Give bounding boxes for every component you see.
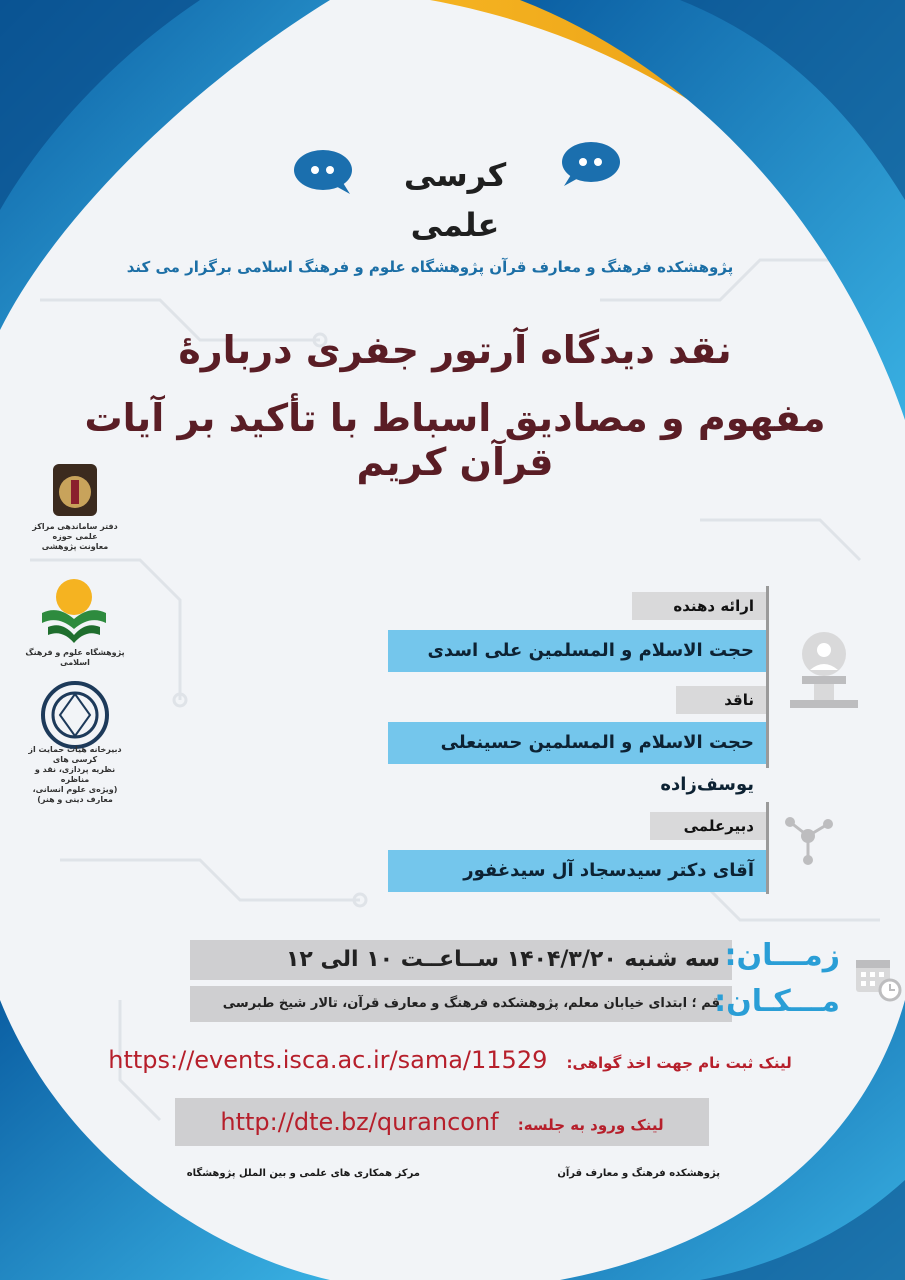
- isca-logo-icon: [38, 575, 110, 645]
- main-title-line1: نقد دیدگاه آرتور جفری دربارهٔ: [178, 328, 732, 372]
- place-label: مـــکـان:: [714, 984, 840, 1019]
- kursi-logo-icon: [40, 680, 110, 750]
- isca-logo-caption: پژوهشگاه علوم و فرهنگ اسلامی: [25, 648, 125, 667]
- presenter-name: حجت الاسلام و المسلمین علی اسدی: [388, 630, 766, 672]
- seal-logo-caption: دفتر ساماندهی مراکز علمی حوزه معاونت پژوهشی: [32, 522, 118, 551]
- footer-left: مرکز همکاری های علمی و بین الملل پژوهشگاه: [186, 1168, 420, 1179]
- network-icon: [780, 812, 836, 868]
- registration-link-row: [40, 1040, 860, 1080]
- chat-bubble-left-icon: [292, 148, 354, 194]
- kursi-logo-caption: دبیرخانه هیات حمایت از کرسی های نظریه پردازی، نقد و مناظره (ویژه‌ی علوم انسانی، معارف دینی و هنر): [28, 745, 122, 804]
- main-title-line2: مفهوم و مصادیق اسباط با تأکید بر آیات قرآن کریم: [84, 396, 826, 484]
- session-label: لینک ورود به جلسه:: [517, 1116, 664, 1134]
- place-value: قم ؛ ابتدای خیابان معلم، پژوهشکده فرهنگ و معارف قرآن، تالار شیخ طبرسی: [190, 986, 732, 1022]
- registration-url[interactable]: https://events.isca.ac.ir/sama/11529: [108, 1046, 548, 1074]
- secretary-name: آقای دکتر سیدسجاد آل سیدغفور: [388, 850, 766, 892]
- critic-name: حجت الاسلام و المسلمین حسینعلی یوسف‌زاده: [388, 722, 766, 764]
- critic-label: ناقد: [676, 686, 766, 714]
- organizer-line: پژوهشکده فرهنگ و معارف قرآن پژوهشگاه علوم و فرهنگ اسلامی برگزار می کند: [126, 258, 734, 276]
- chat-bubble-right-icon: [560, 140, 622, 186]
- seal-logo-icon: [45, 460, 105, 520]
- secretary-divider: [766, 802, 769, 894]
- presenter-label: ارائه دهنده: [632, 592, 766, 620]
- session-url[interactable]: http://dte.bz/quranconf: [220, 1108, 499, 1136]
- calendar-clock-icon: [852, 952, 902, 1002]
- session-link-row: [175, 1098, 709, 1146]
- secretary-label: دبیرعلمی: [650, 812, 766, 840]
- page-title: کرسی علمی: [403, 156, 507, 244]
- footer-right: پژوهشکده فرهنگ و معارف قرآن: [557, 1168, 720, 1179]
- time-label: زمـــان:: [724, 938, 840, 973]
- podium-icon: [786, 632, 862, 710]
- time-value: سه شنبه ۱۴۰۴/۳/۲۰ ســاعــت ۱۰ الی ۱۲: [190, 940, 732, 980]
- registration-label: لینک ثبت نام جهت اخذ گواهی:: [566, 1054, 792, 1072]
- roles-divider: [766, 586, 769, 768]
